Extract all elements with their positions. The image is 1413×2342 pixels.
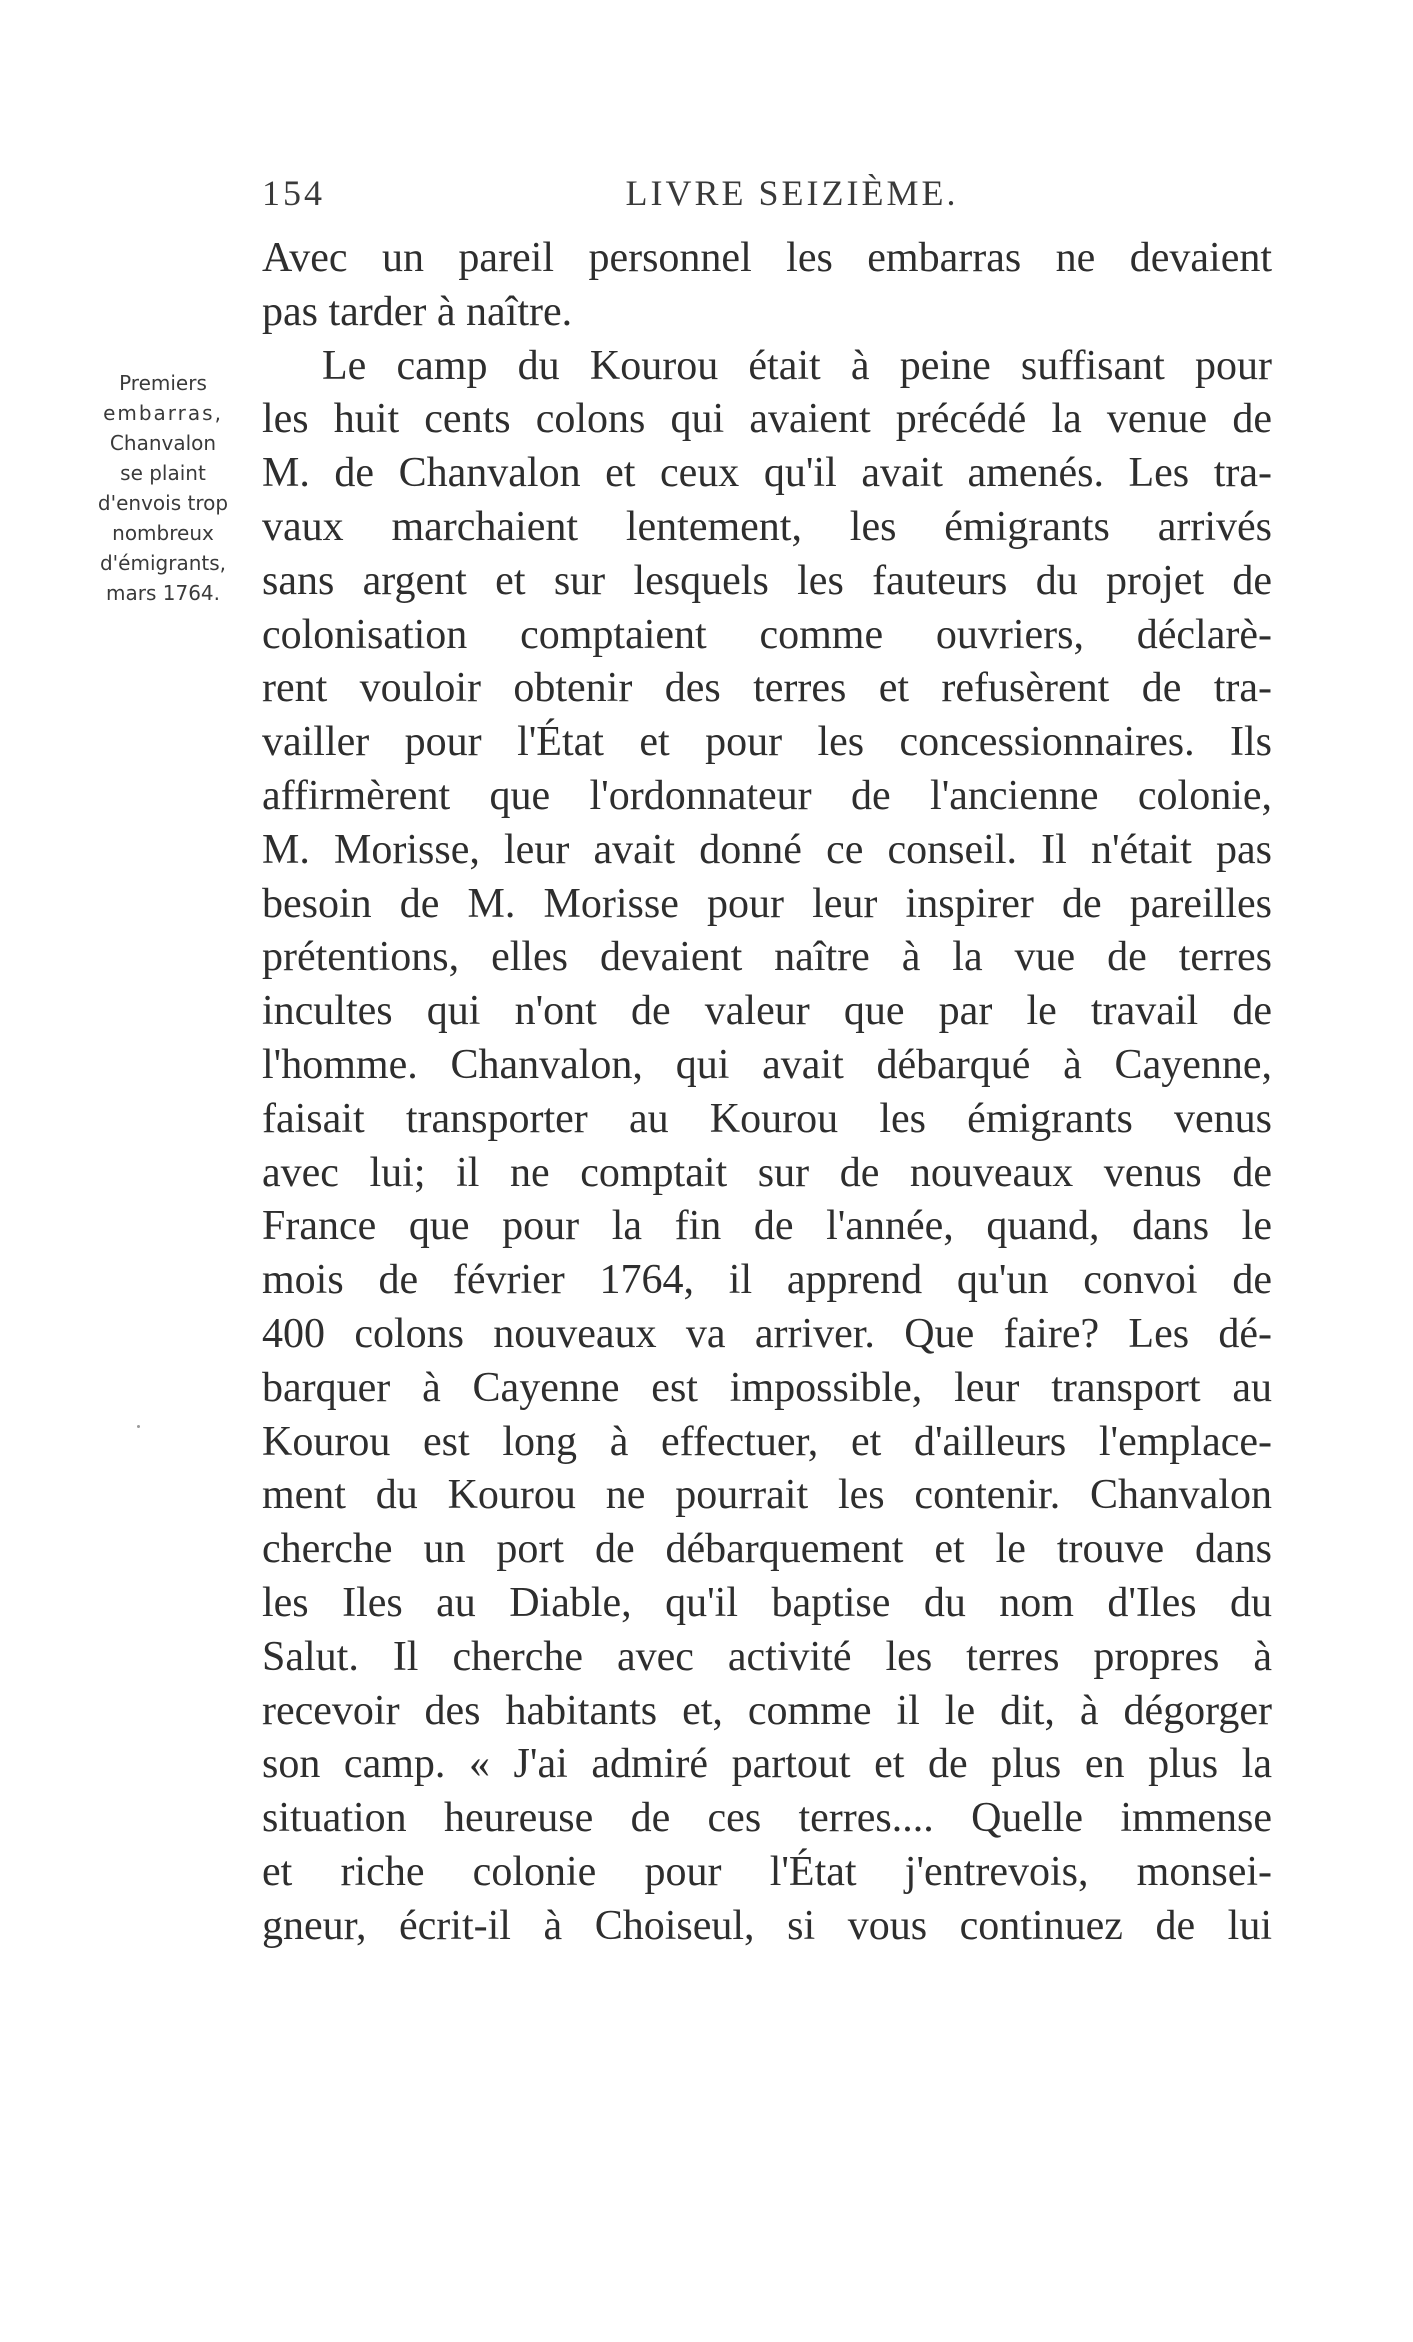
- text-line: cherche un port de débarquement et le trouve dans: [262, 1526, 1272, 1573]
- body-text: [262, 232, 1272, 1954]
- margin-note-line: Chanvalon: [109, 431, 217, 455]
- text-line: Salut. Il cherche avec activité les terres propres à: [262, 1633, 1272, 1680]
- text-line: les huit cents colons qui avaient précédé la venue de: [262, 396, 1272, 443]
- margin-note-line: se plaint: [120, 461, 206, 485]
- text-line: les Iles au Diable, qu'il baptise du nom d'Iles du: [262, 1579, 1272, 1626]
- text-line: France que pour la fin de l'année, quand, dans le: [262, 1203, 1272, 1250]
- text-line: affirmèrent que l'ordonnateur de l'ancienne colonie,: [262, 772, 1272, 819]
- text-line: l'homme. Chanvalon, qui avait débarqué à Cayenne,: [262, 1041, 1272, 1088]
- page-title: LIVRE SEIZIÈME.: [625, 173, 959, 213]
- running-head: [262, 172, 1272, 222]
- stray-mark: [137, 1425, 140, 1428]
- text-line: M. de Chanvalon et ceux qu'il avait amenés. Les tra-: [262, 450, 1272, 497]
- margin-note-line: embarras,: [103, 401, 223, 425]
- text-line: faisait transporter au Kourou les émigrants venus: [262, 1095, 1272, 1142]
- text-line: recevoir des habitants et, comme il le dit, à dégorger: [262, 1687, 1272, 1734]
- text-line: 400 colons nouveaux va arriver. Que faire? Les dé-: [262, 1310, 1272, 1357]
- text-line: Le camp du Kourou était à peine suffisant pour: [322, 342, 1272, 389]
- text-line: rent vouloir obtenir des terres et refusèrent de tra-: [262, 665, 1272, 712]
- text-line: situation heureuse de ces terres.... Quelle immense: [262, 1795, 1272, 1842]
- margin-note-line: d'émigrants,: [99, 551, 226, 575]
- text-line: avec lui; il ne comptait sur de nouveaux venus de: [262, 1149, 1272, 1196]
- text-line: mois de février 1764, il apprend qu'un convoi de: [262, 1257, 1272, 1304]
- text-line: gneur, écrit-il à Choiseul, si vous continuez de lui: [262, 1902, 1272, 1949]
- margin-note: [78, 368, 248, 608]
- text-line: vaux marchaient lentement, les émigrants arrivés: [262, 503, 1272, 550]
- text-line: barquer à Cayenne est impossible, leur transport au: [262, 1364, 1272, 1411]
- text-line: M. Morisse, leur avait donné ce conseil. Il n'était pas: [262, 826, 1272, 873]
- text-line: Kourou est long à effectuer, et d'ailleurs l'emplace-: [262, 1418, 1272, 1465]
- margin-note-line: d'envois trop: [97, 491, 229, 515]
- margin-note-line: mars 1764.: [106, 581, 220, 605]
- page-number: 154: [262, 173, 325, 213]
- text-line: Avec un pareil personnel les embarras ne devaient: [262, 235, 1272, 281]
- text-line: vailler pour l'État et pour les concessionnaires. Ils: [262, 719, 1272, 766]
- text-line: prétentions, elles devaient naître à la vue de terres: [262, 934, 1272, 981]
- text-line: pas tarder à naître.: [262, 288, 573, 335]
- text-line: besoin de M. Morisse pour leur inspirer de pareilles: [262, 880, 1272, 927]
- text-line: incultes qui n'ont de valeur que par le travail de: [262, 988, 1272, 1035]
- text-line: colonisation comptaient comme ouvriers, déclarè-: [262, 611, 1272, 658]
- text-line: sans argent et sur lesquels les fauteurs du projet de: [262, 557, 1272, 604]
- text-line: ment du Kourou ne pourrait les contenir. Chanvalon: [262, 1472, 1272, 1519]
- text-line: son camp. « J'ai admiré partout et de plus en plus la: [262, 1741, 1272, 1788]
- margin-note-line: Premiers: [119, 371, 207, 395]
- margin-note-line: nombreux: [112, 521, 214, 545]
- text-line: et riche colonie pour l'État j'entrevois, monsei-: [262, 1848, 1272, 1895]
